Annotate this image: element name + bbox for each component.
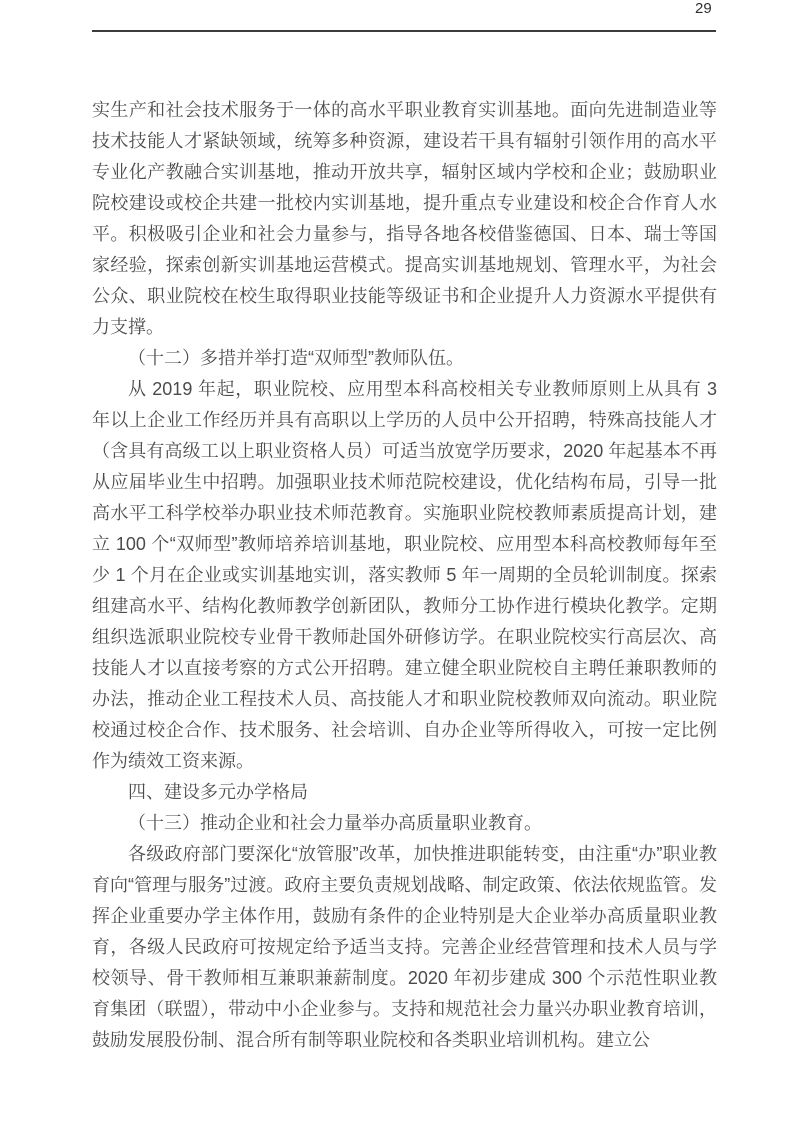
- paragraph-teachers: 从 2019 年起，职业院校、应用型本科高校相关专业教师原则上从具有 3 年以上企业工作经历并具有高职以上学历的人员中公开招聘，特殊高技能人才（含具有高级工以上职业资格人员）可适当放宽学历要求，2020 年起基本不再从应届毕业生中招聘。加强职业技术师范院校建设，优化结构布局，引导一批高水平工科学校举办职业技术师范教育。实施职业院校教师素质提高计划，建立 100 个“双师型”教师培养培训基地，职业院校、应用型本科高校教师每年至少 1 个月在企业或实训基地实训，落实教师 5 年一周期的全员轮训制度。探索组建高水平、结构化教师教学创新团队，教师分工协作进行模块化教学。定期组织选派职业院校专业骨干教师赴国外研修访学。在职业院校实行高层次、高技能人才以直接考察的方式公开招聘。建立健全职业院校自主聘任兼职教师的办法，推动企业工程技术人员、高技能人才和职业院校教师双向流动。职业院校通过校企合作、技术服务、社会培训、自办企业等所得收入，可按一定比例作为绩效工资来源。: [92, 379, 717, 771]
- paragraph-continuation: 实生产和社会技术服务于一体的高水平职业教育实训基地。面向先进制造业等技术技能人才紧缺领域，统筹多种资源，建设若干具有辐射引领作用的高水平专业化产教融合实训基地，推动开放共享，辐射区域内学校和企业；鼓励职业院校建设或校企共建一批校内实训基地，提升重点专业建设和校企合作育人水平。积极吸引企业和社会力量参与，指导各地各校借鉴德国、日本、瑞士等国家经验，探索创新实训基地运营模式。提高实训基地规划、管理水平，为社会公众、职业院校在校生取得职业技能等级证书和企业提升人力资源水平提供有力支撑。: [92, 100, 717, 337]
- chapter-heading-4: 四、建设多元办学格局: [128, 782, 308, 802]
- section-heading-item-13: （十三）推动企业和社会力量举办高质量职业教育。: [128, 813, 542, 833]
- section-heading-item-12: （十二）多措并举打造“双师型”教师队伍。: [128, 348, 464, 368]
- header-rule: [92, 30, 716, 32]
- document-body: [92, 95, 717, 1056]
- paragraph-government: 各级政府部门要深化“放管服”改革，加快推进职能转变，由注重“办”职业教育向“管理与服务”过渡。政府主要负责规划战略、制定政策、依法依规监管。发挥企业重要办学主体作用，鼓励有条件的企业特别是大企业举办高质量职业教育，各级人民政府可按规定给予适当支持。完善企业经营管理和技术人员与学校领导、骨干教师相互兼职兼薪制度。2020 年初步建成 300 个示范性职业教育集团（联盟），带动中小企业参与。支持和规范社会力量兴办职业教育培训，鼓励发展股份制、混合所有制等职业院校和各类职业培训机构。建立公: [92, 844, 717, 1050]
- page-number: 29: [695, 0, 712, 17]
